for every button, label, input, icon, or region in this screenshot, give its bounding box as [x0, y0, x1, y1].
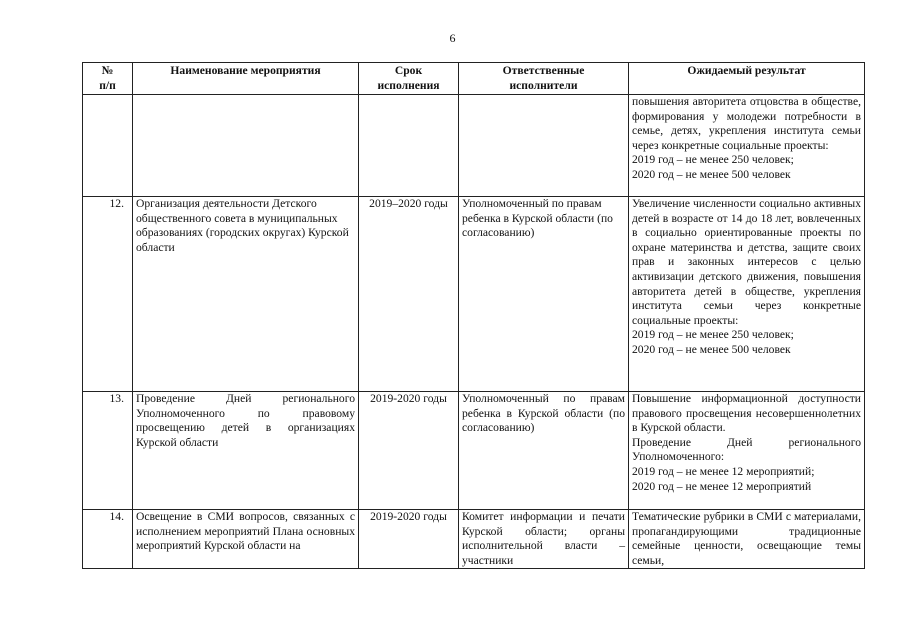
row-term: 2019-2020 годы [359, 510, 459, 569]
row-name: Проведение Дней регионального Уполномоченного по правовому просвещению детей в организациях Курской области [133, 392, 359, 510]
header-term: Срок исполнения [359, 63, 459, 95]
table-row [83, 510, 865, 569]
header-responsible: Ответственные исполнители [459, 63, 629, 95]
row-name: Организация деятельности Детского общественного совета в муниципальных образованиях (городских округах) Курской области [133, 197, 359, 392]
row-name: Освещение в СМИ вопросов, связанных с исполнением мероприятий Плана основных мероприятий Курской области на [133, 510, 359, 569]
row-responsible: Уполномоченный по правам ребенка в Курской области (по согласованию) [459, 197, 629, 392]
row-name [133, 95, 359, 197]
row-term [359, 95, 459, 197]
header-result: Ожидаемый результат [629, 63, 865, 95]
page-number: 6 [449, 31, 456, 45]
table-row [83, 197, 865, 392]
plan-table [82, 62, 865, 569]
table-header-row [83, 63, 865, 95]
row-result: Тематические рубрики в СМИ с материалами, пропагандирующими традиционные семейные ценности, освещающие темы семьи, [629, 510, 865, 569]
row-result: повышения авторитета отцовства в обществе, формирования у молодежи потребности в семье, детях, укрепления института семьи через конкретные социальные проекты: 2019 год – не менее 250 человек; 2020 год – не менее 500 человек [629, 95, 865, 197]
row-result: Увеличение численности социально активных детей в возрасте от 14 до 18 лет, вовлеченных в социально ориентированные проекты по охране материнства и детства, защите своих прав и законных интересов с целью активизации детского движения, повышения авторитета детей в обществе, укрепления института семьи через конкретные социальные проекты: 2019 год – не менее 250 человек; 2020 год – не менее 500 человек [629, 197, 865, 392]
table-row [83, 392, 865, 510]
row-responsible [459, 95, 629, 197]
table-row [83, 95, 865, 197]
row-result: Повышение информационной доступности правового просвещения несовершеннолетних в Курской области. Проведение Дней регионального Уполномоченного: 2019 год – не менее 12 мероприятий; 2020 год – не менее 12 мероприятий [629, 392, 865, 510]
row-num: 12. [83, 197, 133, 392]
row-num [83, 95, 133, 197]
row-term: 2019-2020 годы [359, 392, 459, 510]
row-term: 2019–2020 годы [359, 197, 459, 392]
header-name: Наименование мероприятия [133, 63, 359, 95]
header-num: № п/п [83, 63, 133, 95]
row-num: 14. [83, 510, 133, 569]
row-num: 13. [83, 392, 133, 510]
row-responsible: Уполномоченный по правам ребенка в Курской области (по согласованию) [459, 392, 629, 510]
row-responsible: Комитет информации и печати Курской области; органы исполнительной власти – участники [459, 510, 629, 569]
